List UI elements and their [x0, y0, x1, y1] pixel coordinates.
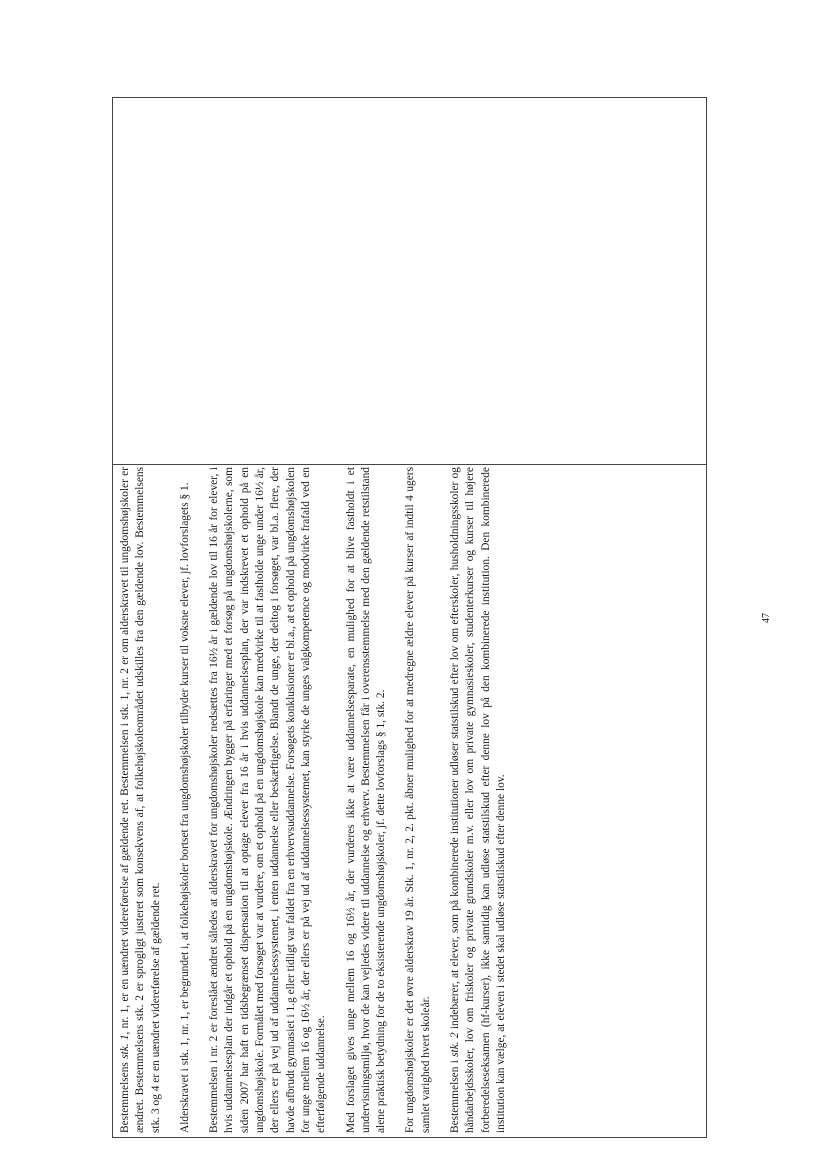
- paragraph-alderskrav: [178, 467, 193, 1133]
- paragraph-forslaget-text: Med forslaget gives unge mellem 16 og 16½ år, der vurderes ikke at være uddannelsesparate, en mulighed for at blive fastholdt i et undervisningsmiljø, hvor de kan vejledes videre til uddannelse og erhverv. Bestemmelsen får i overensstemmelse med den gældende retstilstand alene praktisk betydning for de to eksisterende ungdomshøjskoler, jf. dette lovforslags § 1, stk. 2.: [344, 467, 388, 1133]
- paragraph-alderskrav-text: Alderskravet i stk. 1, nr. 1, er begrundet i, at folkehøjskoler bortset fra ungdomshøjskoler tilbyder kurser til voksne elever, jf. lovforslagets § 1.: [178, 482, 191, 1133]
- paragraph-nr2-text: Bestemmelsen i nr. 2 er foreslået ændret således at alderskravet for ungdomshøjskoler nedsættes fra 16½ år i gældende lov til 16 år for elever, i hvis uddannelsesplan der indgår et ophold på en ungdomshøjskole. Ændringen bygger på erfaringer med et forsøg på ungdomshøjskolerne, som siden 2007 har haft en tidsbegrænset dispensation til at optage elever fra 16 år i hvis uddannelsesplan, der var indskrevet et ophold på en ungdomshøjskole. Formålet med forsøget var at vurdere, om et ophold på en ungdomshøjskole kan medvirke til at fastholde unge under 16½ år, der ellers er på vej ud af uddannelsessystemet, i enten uddannelse eller beskæftigelse. Blandt de unge, der deltog i forsøget, var bl.a. flere, der havde afbrudt gymnasiet i 1.g eller tidligt var faldet fra en erhvervsuddannelse. Forsøgets konklusioner er bl.a., at et ophold på ungdomshøjskolen for unge mellem 16 og 16½ år, der ellers er på vej ud af uddannelsessystemet, kan styrke de unges valgkompetence og modvirke frafald ved en efterfølgende uddannelse.: [208, 467, 328, 1133]
- paragraph-ungdomshojskoler-text: For ungdomshøjskoler er det øvre alderskrav 19 år. Stk. 1, nr. 2, 2. pkt. åbner mulighed for at medregne ældre elever på kurser af indtil 4 ugers samlet varighed hvert skoleår.: [404, 467, 432, 1133]
- paragraph-stk1-italic: stk. 1: [119, 1034, 131, 1059]
- paragraph-ungdomshojskoler: [403, 467, 434, 1133]
- paragraph-stk2-pre: Bestemmelsen i: [449, 1056, 462, 1133]
- column-divider: [112, 464, 707, 465]
- paragraph-stk1-post: , nr. 1, er en uændret videreførelse af gældende ret. Bestemmelsen i stk. 1, nr. 2 er om alderskravet til ungdomshøjskoler er ændret. Bestemmelsens stk. 2 er sprogligt justeret som konsekvens af, at folkehøjskoleområdet udskilles fra den gældende lov. Bestemmelsens stk. 3 og 4 er en uændret videreførelse af gældende ret.: [119, 467, 162, 1133]
- paragraph-stk2-italic: stk. 2: [449, 1032, 462, 1057]
- paragraph-forslaget: [344, 467, 390, 1133]
- paragraph-nr2: [207, 467, 329, 1133]
- paragraph-stk1-pre: Bestemmelsens: [119, 1058, 131, 1133]
- rotated-text-block: [118, 467, 698, 1133]
- paragraph-stk2: [448, 467, 509, 1133]
- page-number: 47: [761, 613, 772, 623]
- paragraph-stk1: [118, 467, 164, 1133]
- paragraph-stk2-post: indebærer, at elever, som på kombinerede institutioner udløser statstilskud efter lov om efterskoler, husholdningsskoler og håndarbejdsskoler, lov om friskoler og private grundskoler m.v. eller lov om private gymnasieskoler, studenterkurser og kurser til højere forberedelseseksamen (hf-kurser), ikke samtidig kan udløse statstilskud efter denne lov på den kombinerede institution. Den kombinerede institution kan vælge, at eleven i stedet skal udløse statstilskud efter denne lov.: [449, 467, 507, 1133]
